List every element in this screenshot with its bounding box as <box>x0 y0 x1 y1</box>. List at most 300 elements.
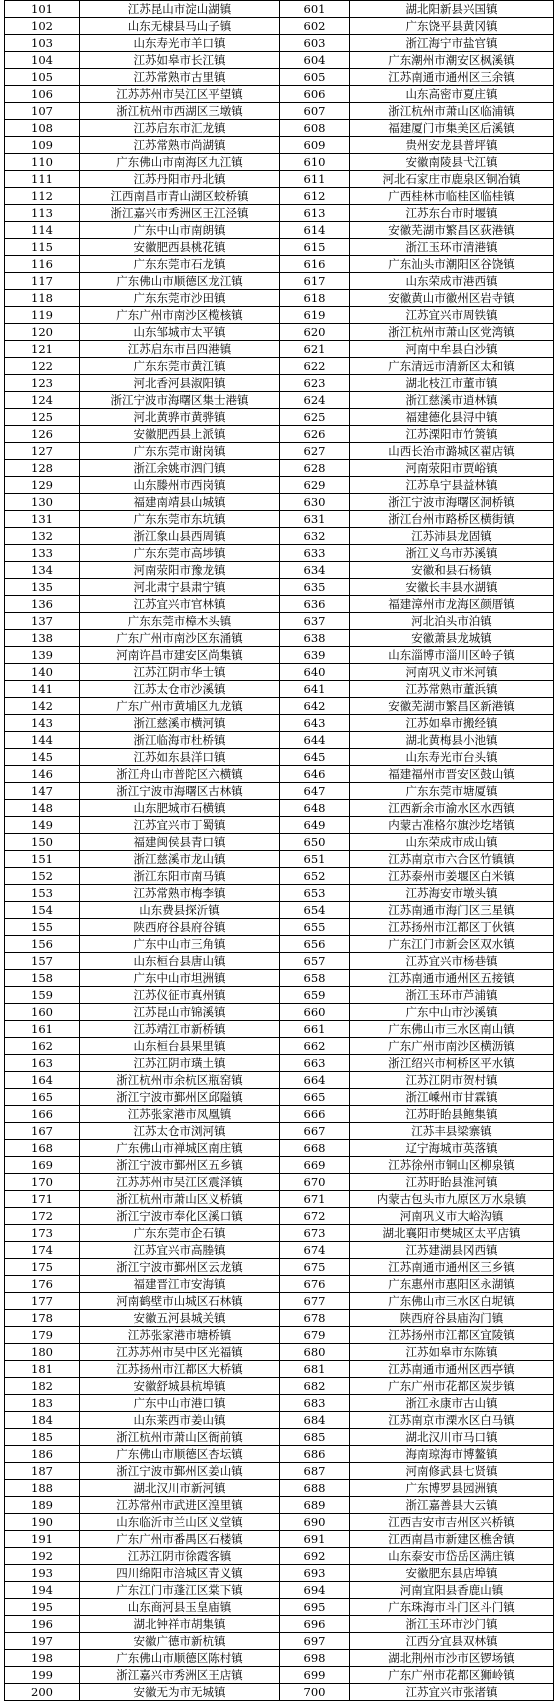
table-row <box>5 205 554 222</box>
rank-right-cell: 660 <box>280 1004 350 1021</box>
town-right-cell: 江苏盱眙县淮河镇 <box>350 1174 554 1191</box>
town-left-cell: 浙江宁波市鄞州区云龙镇 <box>80 1259 280 1276</box>
rank-left-cell: 117 <box>5 273 80 290</box>
town-right-cell: 安徽南陵县弋江镇 <box>350 154 554 171</box>
table-row <box>5 1582 554 1599</box>
rank-left-cell: 145 <box>5 749 80 766</box>
town-left-cell: 浙江临海市杜桥镇 <box>80 732 280 749</box>
town-left-cell: 山东肥城市石横镇 <box>80 800 280 817</box>
rank-right-cell: 627 <box>280 443 350 460</box>
table-row <box>5 69 554 86</box>
rank-right-cell: 601 <box>280 1 350 18</box>
town-right-cell: 江苏南通市海门区三星镇 <box>350 902 554 919</box>
rank-right-cell: 631 <box>280 511 350 528</box>
table-row <box>5 1055 554 1072</box>
rank-right-cell: 638 <box>280 630 350 647</box>
town-right-cell: 安徽萧县龙城镇 <box>350 630 554 647</box>
rank-right-cell: 657 <box>280 953 350 970</box>
rank-right-cell: 614 <box>280 222 350 239</box>
rank-right-cell: 639 <box>280 647 350 664</box>
rank-left-cell: 108 <box>5 120 80 137</box>
town-right-cell: 江苏丰县梁寨镇 <box>350 1123 554 1140</box>
table-row <box>5 1225 554 1242</box>
town-right-cell: 浙江嵊州市甘霖镇 <box>350 1089 554 1106</box>
town-left-cell: 浙江东阳市南马镇 <box>80 868 280 885</box>
town-right-cell: 福建漳州市龙海区颜厝镇 <box>350 596 554 613</box>
rank-left-cell: 187 <box>5 1463 80 1480</box>
rank-left-cell: 107 <box>5 103 80 120</box>
town-left-cell: 山东费县探沂镇 <box>80 902 280 919</box>
table-row <box>5 630 554 647</box>
rank-left-cell: 149 <box>5 817 80 834</box>
rank-left-cell: 111 <box>5 171 80 188</box>
town-left-cell: 江苏宜兴市高塍镇 <box>80 1242 280 1259</box>
table-row <box>5 1004 554 1021</box>
table-row <box>5 562 554 579</box>
rank-left-cell: 146 <box>5 766 80 783</box>
town-right-cell: 河南修武县七贤镇 <box>350 1463 554 1480</box>
rank-left-cell: 172 <box>5 1208 80 1225</box>
town-right-cell: 河北石家庄市鹿泉区铜冶镇 <box>350 171 554 188</box>
town-left-cell: 江西南昌市青山湖区蛟桥镇 <box>80 188 280 205</box>
rank-right-cell: 617 <box>280 273 350 290</box>
town-right-cell: 江苏南通市通州区西亭镇 <box>350 1361 554 1378</box>
town-left-cell: 广东佛山市禅城区南庄镇 <box>80 1140 280 1157</box>
rank-left-cell: 151 <box>5 851 80 868</box>
town-left-cell: 安徽无为市无城镇 <box>80 1684 280 1701</box>
table-row <box>5 1276 554 1293</box>
rank-left-cell: 159 <box>5 987 80 1004</box>
town-right-cell: 江苏南京市溧水区白马镇 <box>350 1412 554 1429</box>
rank-right-cell: 693 <box>280 1565 350 1582</box>
rank-right-cell: 652 <box>280 868 350 885</box>
town-right-cell: 广东潮州市潮安区枫溪镇 <box>350 52 554 69</box>
rank-right-cell: 629 <box>280 477 350 494</box>
rank-left-cell: 133 <box>5 545 80 562</box>
town-right-cell: 山东淄博市淄川区岭子镇 <box>350 647 554 664</box>
rank-right-cell: 613 <box>280 205 350 222</box>
town-right-cell: 广东饶平县黄冈镇 <box>350 18 554 35</box>
town-left-cell: 山东桓台县果里镇 <box>80 1038 280 1055</box>
town-right-cell: 江苏扬州市江都区宜陵镇 <box>350 1327 554 1344</box>
table-row <box>5 1038 554 1055</box>
rank-right-cell: 666 <box>280 1106 350 1123</box>
town-left-cell: 浙江杭州市西湖区三墩镇 <box>80 103 280 120</box>
town-right-cell: 山东荣成市港西镇 <box>350 273 554 290</box>
table-row <box>5 613 554 630</box>
rank-right-cell: 637 <box>280 613 350 630</box>
rank-right-cell: 610 <box>280 154 350 171</box>
town-left-cell: 河北黄骅市黄骅镇 <box>80 409 280 426</box>
town-right-cell: 江苏南京市六合区竹镇镇 <box>350 851 554 868</box>
town-left-cell: 山东无棣县马山子镇 <box>80 18 280 35</box>
town-left-cell: 江苏张家港市塘桥镇 <box>80 1327 280 1344</box>
town-right-cell: 湖北阳新县兴国镇 <box>350 1 554 18</box>
town-right-cell: 山东泰安市岱岳区满庄镇 <box>350 1548 554 1565</box>
town-left-cell: 山东滕州市西岗镇 <box>80 477 280 494</box>
rank-left-cell: 179 <box>5 1327 80 1344</box>
rank-right-cell: 692 <box>280 1548 350 1565</box>
town-right-cell: 浙江玉环市清港镇 <box>350 239 554 256</box>
town-right-cell: 山东高密市夏庄镇 <box>350 86 554 103</box>
rank-right-cell: 674 <box>280 1242 350 1259</box>
table-row <box>5 341 554 358</box>
rank-left-cell: 171 <box>5 1191 80 1208</box>
town-left-cell: 浙江宁波市海曙区古林镇 <box>80 783 280 800</box>
rank-left-cell: 158 <box>5 970 80 987</box>
rank-right-cell: 653 <box>280 885 350 902</box>
table-row <box>5 1548 554 1565</box>
rank-left-cell: 156 <box>5 936 80 953</box>
rank-left-cell: 164 <box>5 1072 80 1089</box>
town-right-cell: 福建德化县浔中镇 <box>350 409 554 426</box>
town-left-cell: 福建南靖县山城镇 <box>80 494 280 511</box>
rank-right-cell: 626 <box>280 426 350 443</box>
town-left-cell: 广东广州市南沙区东涌镇 <box>80 630 280 647</box>
rank-left-cell: 174 <box>5 1242 80 1259</box>
table-row <box>5 868 554 885</box>
rank-left-cell: 163 <box>5 1055 80 1072</box>
table-row <box>5 375 554 392</box>
town-right-cell: 湖北汉川市马口镇 <box>350 1429 554 1446</box>
rank-left-cell: 194 <box>5 1582 80 1599</box>
town-left-cell: 江苏常州市武进区湟里镇 <box>80 1497 280 1514</box>
rank-left-cell: 152 <box>5 868 80 885</box>
town-right-cell: 浙江台州市路桥区横街镇 <box>350 511 554 528</box>
town-right-cell: 江苏宜兴市杨巷镇 <box>350 953 554 970</box>
town-left-cell: 安徽舒城县杭埠镇 <box>80 1378 280 1395</box>
table-row <box>5 307 554 324</box>
rank-right-cell: 603 <box>280 35 350 52</box>
town-right-cell: 河南宜阳县香鹿山镇 <box>350 1582 554 1599</box>
table-row <box>5 715 554 732</box>
rank-left-cell: 138 <box>5 630 80 647</box>
table-row <box>5 936 554 953</box>
table-row <box>5 1616 554 1633</box>
rank-right-cell: 673 <box>280 1225 350 1242</box>
town-right-cell: 广东广州市花都区炭步镇 <box>350 1378 554 1395</box>
rank-right-cell: 635 <box>280 579 350 596</box>
town-left-cell: 广东广州市南沙区榄核镇 <box>80 307 280 324</box>
rank-right-cell: 678 <box>280 1310 350 1327</box>
rank-right-cell: 609 <box>280 137 350 154</box>
table-row <box>5 1327 554 1344</box>
rank-left-cell: 162 <box>5 1038 80 1055</box>
rank-right-cell: 679 <box>280 1327 350 1344</box>
town-left-cell: 福建晋江市安海镇 <box>80 1276 280 1293</box>
rank-right-cell: 683 <box>280 1395 350 1412</box>
rank-left-cell: 130 <box>5 494 80 511</box>
town-right-cell: 内蒙古准格尔旗沙圪堵镇 <box>350 817 554 834</box>
table-row <box>5 1344 554 1361</box>
town-left-cell: 浙江余姚市泗门镇 <box>80 460 280 477</box>
town-left-cell: 江苏仪征市真州镇 <box>80 987 280 1004</box>
town-right-cell: 贵州安龙县普坪镇 <box>350 137 554 154</box>
town-left-cell: 浙江慈溪市横河镇 <box>80 715 280 732</box>
table-row <box>5 970 554 987</box>
town-right-cell: 浙江杭州市萧山区党湾镇 <box>350 324 554 341</box>
town-left-cell: 广东中山市南朗镇 <box>80 222 280 239</box>
rank-right-cell: 648 <box>280 800 350 817</box>
rank-right-cell: 698 <box>280 1650 350 1667</box>
town-left-cell: 江苏昆山市锦溪镇 <box>80 1004 280 1021</box>
town-right-cell: 安徽和县石杨镇 <box>350 562 554 579</box>
table-row <box>5 290 554 307</box>
rank-left-cell: 126 <box>5 426 80 443</box>
rank-left-cell: 165 <box>5 1089 80 1106</box>
rank-left-cell: 128 <box>5 460 80 477</box>
town-left-cell: 江苏苏州市吴江区震泽镇 <box>80 1174 280 1191</box>
rank-left-cell: 103 <box>5 35 80 52</box>
town-left-cell: 浙江象山县西周镇 <box>80 528 280 545</box>
table-row <box>5 834 554 851</box>
table-row <box>5 902 554 919</box>
rank-left-cell: 153 <box>5 885 80 902</box>
town-right-cell: 安徽长丰县水湖镇 <box>350 579 554 596</box>
town-left-cell: 浙江嘉兴市秀洲区王江泾镇 <box>80 205 280 222</box>
town-left-cell: 浙江杭州市余杭区瓶窑镇 <box>80 1072 280 1089</box>
town-right-cell: 浙江义乌市苏溪镇 <box>350 545 554 562</box>
town-left-cell: 江苏江阴市华士镇 <box>80 664 280 681</box>
town-left-cell: 山东桓台县唐山镇 <box>80 953 280 970</box>
rank-left-cell: 185 <box>5 1429 80 1446</box>
rank-left-cell: 122 <box>5 358 80 375</box>
rank-left-cell: 150 <box>5 834 80 851</box>
town-left-cell: 广东广州市黄埔区九龙镇 <box>80 698 280 715</box>
town-left-cell: 浙江宁波市鄞州区五乡镇 <box>80 1157 280 1174</box>
table-row <box>5 1 554 18</box>
table-row <box>5 18 554 35</box>
table-row <box>5 222 554 239</box>
town-right-cell: 浙江嘉善县大云镇 <box>350 1497 554 1514</box>
town-right-cell: 广西桂林市临桂区临桂镇 <box>350 188 554 205</box>
rank-left-cell: 200 <box>5 1684 80 1701</box>
town-left-cell: 广东中山市港口镇 <box>80 1395 280 1412</box>
table-body <box>5 1 554 1701</box>
rank-left-cell: 135 <box>5 579 80 596</box>
rank-right-cell: 632 <box>280 528 350 545</box>
rank-right-cell: 642 <box>280 698 350 715</box>
town-right-cell: 江苏阜宁县益林镇 <box>350 477 554 494</box>
rank-left-cell: 184 <box>5 1412 80 1429</box>
table-row <box>5 1191 554 1208</box>
town-left-cell: 浙江杭州市萧山区衙前镇 <box>80 1429 280 1446</box>
table-row <box>5 443 554 460</box>
rank-right-cell: 664 <box>280 1072 350 1089</box>
table-row <box>5 885 554 902</box>
rank-left-cell: 167 <box>5 1123 80 1140</box>
town-right-cell: 内蒙古包头市九原区万水泉镇 <box>350 1191 554 1208</box>
table-row <box>5 1310 554 1327</box>
town-left-cell: 广东东莞市东坑镇 <box>80 511 280 528</box>
rank-left-cell: 190 <box>5 1514 80 1531</box>
town-right-cell: 安徽黄山市徽州区岩寺镇 <box>350 290 554 307</box>
rank-right-cell: 615 <box>280 239 350 256</box>
rank-right-cell: 691 <box>280 1531 350 1548</box>
rank-left-cell: 178 <box>5 1310 80 1327</box>
rank-left-cell: 147 <box>5 783 80 800</box>
town-right-cell: 江苏扬州市江都区丁伙镇 <box>350 919 554 936</box>
town-right-cell: 江苏溧阳市竹箦镇 <box>350 426 554 443</box>
table-row <box>5 1106 554 1123</box>
table-row <box>5 1157 554 1174</box>
rank-left-cell: 115 <box>5 239 80 256</box>
rank-right-cell: 699 <box>280 1667 350 1684</box>
table-row <box>5 1242 554 1259</box>
town-left-cell: 浙江杭州市萧山区义桥镇 <box>80 1191 280 1208</box>
rank-left-cell: 181 <box>5 1361 80 1378</box>
town-right-cell: 江苏泰州市姜堰区白米镇 <box>350 868 554 885</box>
rank-right-cell: 602 <box>280 18 350 35</box>
rank-right-cell: 689 <box>280 1497 350 1514</box>
town-left-cell: 河南鹤壁市山城区石林镇 <box>80 1293 280 1310</box>
town-right-cell: 江苏盱眙县鲍集镇 <box>350 1106 554 1123</box>
town-left-cell: 广东东莞市黄江镇 <box>80 358 280 375</box>
table-row <box>5 596 554 613</box>
town-right-cell: 辽宁海城市英落镇 <box>350 1140 554 1157</box>
town-left-cell: 江苏苏州市吴中区光福镇 <box>80 1344 280 1361</box>
rank-left-cell: 166 <box>5 1106 80 1123</box>
table-row <box>5 681 554 698</box>
table-row <box>5 1072 554 1089</box>
town-left-cell: 山东莱西市姜山镇 <box>80 1412 280 1429</box>
town-left-cell: 河南许昌市建安区尚集镇 <box>80 647 280 664</box>
rank-left-cell: 118 <box>5 290 80 307</box>
town-left-cell: 山东商河县玉皇庙镇 <box>80 1599 280 1616</box>
town-right-cell: 江苏海安市墩头镇 <box>350 885 554 902</box>
rank-right-cell: 662 <box>280 1038 350 1055</box>
town-right-cell: 广东中山市沙溪镇 <box>350 1004 554 1021</box>
town-left-cell: 安徽肥西县桃花镇 <box>80 239 280 256</box>
town-right-cell: 广东汕头市潮阳区谷饶镇 <box>350 256 554 273</box>
town-left-cell: 山东邹城市太平镇 <box>80 324 280 341</box>
town-left-cell: 江苏丹阳市丹北镇 <box>80 171 280 188</box>
rank-left-cell: 137 <box>5 613 80 630</box>
rank-right-cell: 651 <box>280 851 350 868</box>
town-right-cell: 江苏南通市通州区三余镇 <box>350 69 554 86</box>
table-row <box>5 817 554 834</box>
town-right-cell: 广东广州市南沙区横沥镇 <box>350 1038 554 1055</box>
town-right-cell: 江西南昌市新建区樵舍镇 <box>350 1531 554 1548</box>
rank-left-cell: 125 <box>5 409 80 426</box>
town-left-cell: 江苏如东县洋口镇 <box>80 749 280 766</box>
town-right-cell: 湖北荆州市沙市区锣场镇 <box>350 1650 554 1667</box>
town-right-cell: 广东东莞市塘厦镇 <box>350 783 554 800</box>
table-row <box>5 1497 554 1514</box>
town-right-cell: 江苏宜兴市周铁镇 <box>350 307 554 324</box>
rank-right-cell: 654 <box>280 902 350 919</box>
table-row <box>5 1259 554 1276</box>
table-row <box>5 545 554 562</box>
rank-left-cell: 177 <box>5 1293 80 1310</box>
town-right-cell: 浙江杭州市萧山区临浦镇 <box>350 103 554 120</box>
table-row <box>5 1378 554 1395</box>
town-right-cell: 广东清远市清新区太和镇 <box>350 358 554 375</box>
town-left-cell: 浙江嘉兴市秀洲区王店镇 <box>80 1667 280 1684</box>
town-left-cell: 山东临沂市兰山区义堂镇 <box>80 1514 280 1531</box>
town-right-cell: 浙江绍兴市柯桥区平水镇 <box>350 1055 554 1072</box>
rank-left-cell: 102 <box>5 18 80 35</box>
town-left-cell: 江苏扬州市江都区大桥镇 <box>80 1361 280 1378</box>
town-left-cell: 江苏启东市吕四港镇 <box>80 341 280 358</box>
rank-left-cell: 132 <box>5 528 80 545</box>
table-row <box>5 1395 554 1412</box>
rank-right-cell: 669 <box>280 1157 350 1174</box>
rank-left-cell: 141 <box>5 681 80 698</box>
rank-right-cell: 641 <box>280 681 350 698</box>
town-left-cell: 江苏宜兴市丁蜀镇 <box>80 817 280 834</box>
table-row <box>5 1293 554 1310</box>
town-left-cell: 江苏太仓市浏河镇 <box>80 1123 280 1140</box>
town-right-cell: 浙江玉环市芦浦镇 <box>350 987 554 1004</box>
town-right-cell: 安徽芜湖市繁昌区新港镇 <box>350 698 554 715</box>
town-right-cell: 广东珠海市斗门区斗门镇 <box>350 1599 554 1616</box>
rank-left-cell: 136 <box>5 596 80 613</box>
rank-right-cell: 645 <box>280 749 350 766</box>
rank-right-cell: 684 <box>280 1412 350 1429</box>
table-row <box>5 392 554 409</box>
table-row <box>5 103 554 120</box>
rank-left-cell: 144 <box>5 732 80 749</box>
table-row <box>5 1429 554 1446</box>
rank-right-cell: 646 <box>280 766 350 783</box>
rank-right-cell: 686 <box>280 1446 350 1463</box>
rank-left-cell: 160 <box>5 1004 80 1021</box>
rank-left-cell: 123 <box>5 375 80 392</box>
town-left-cell: 广东佛山市顺德区龙江镇 <box>80 273 280 290</box>
town-left-cell: 广东江门市蓬江区棠下镇 <box>80 1582 280 1599</box>
table-row <box>5 766 554 783</box>
town-left-cell: 江苏宜兴市官林镇 <box>80 596 280 613</box>
rank-right-cell: 630 <box>280 494 350 511</box>
rank-right-cell: 690 <box>280 1514 350 1531</box>
rank-left-cell: 131 <box>5 511 80 528</box>
table-row <box>5 1174 554 1191</box>
rank-right-cell: 661 <box>280 1021 350 1038</box>
table-row <box>5 1667 554 1684</box>
town-right-cell: 福建福州市晋安区鼓山镇 <box>350 766 554 783</box>
rank-right-cell: 621 <box>280 341 350 358</box>
table-row <box>5 494 554 511</box>
town-left-cell: 湖北汉川市新河镇 <box>80 1480 280 1497</box>
rank-left-cell: 157 <box>5 953 80 970</box>
town-right-cell: 江西分宜县双林镇 <box>350 1633 554 1650</box>
rank-right-cell: 665 <box>280 1089 350 1106</box>
town-left-cell: 广东佛山市顺德区陈村镇 <box>80 1650 280 1667</box>
rank-right-cell: 687 <box>280 1463 350 1480</box>
rank-left-cell: 119 <box>5 307 80 324</box>
table-row <box>5 1446 554 1463</box>
town-left-cell: 广东中山市坦洲镇 <box>80 970 280 987</box>
rank-left-cell: 154 <box>5 902 80 919</box>
rank-right-cell: 672 <box>280 1208 350 1225</box>
town-left-cell: 广东东莞市谢岗镇 <box>80 443 280 460</box>
rank-right-cell: 612 <box>280 188 350 205</box>
rank-left-cell: 110 <box>5 154 80 171</box>
rank-left-cell: 192 <box>5 1548 80 1565</box>
table-row <box>5 851 554 868</box>
rank-right-cell: 608 <box>280 120 350 137</box>
table-row <box>5 409 554 426</box>
rank-left-cell: 124 <box>5 392 80 409</box>
table-row <box>5 460 554 477</box>
town-left-cell: 广东广州市番禺区石楼镇 <box>80 1531 280 1548</box>
table-row <box>5 749 554 766</box>
town-left-cell: 浙江舟山市普陀区六横镇 <box>80 766 280 783</box>
rank-left-cell: 148 <box>5 800 80 817</box>
town-left-cell: 江苏张家港市凤凰镇 <box>80 1106 280 1123</box>
rank-left-cell: 173 <box>5 1225 80 1242</box>
